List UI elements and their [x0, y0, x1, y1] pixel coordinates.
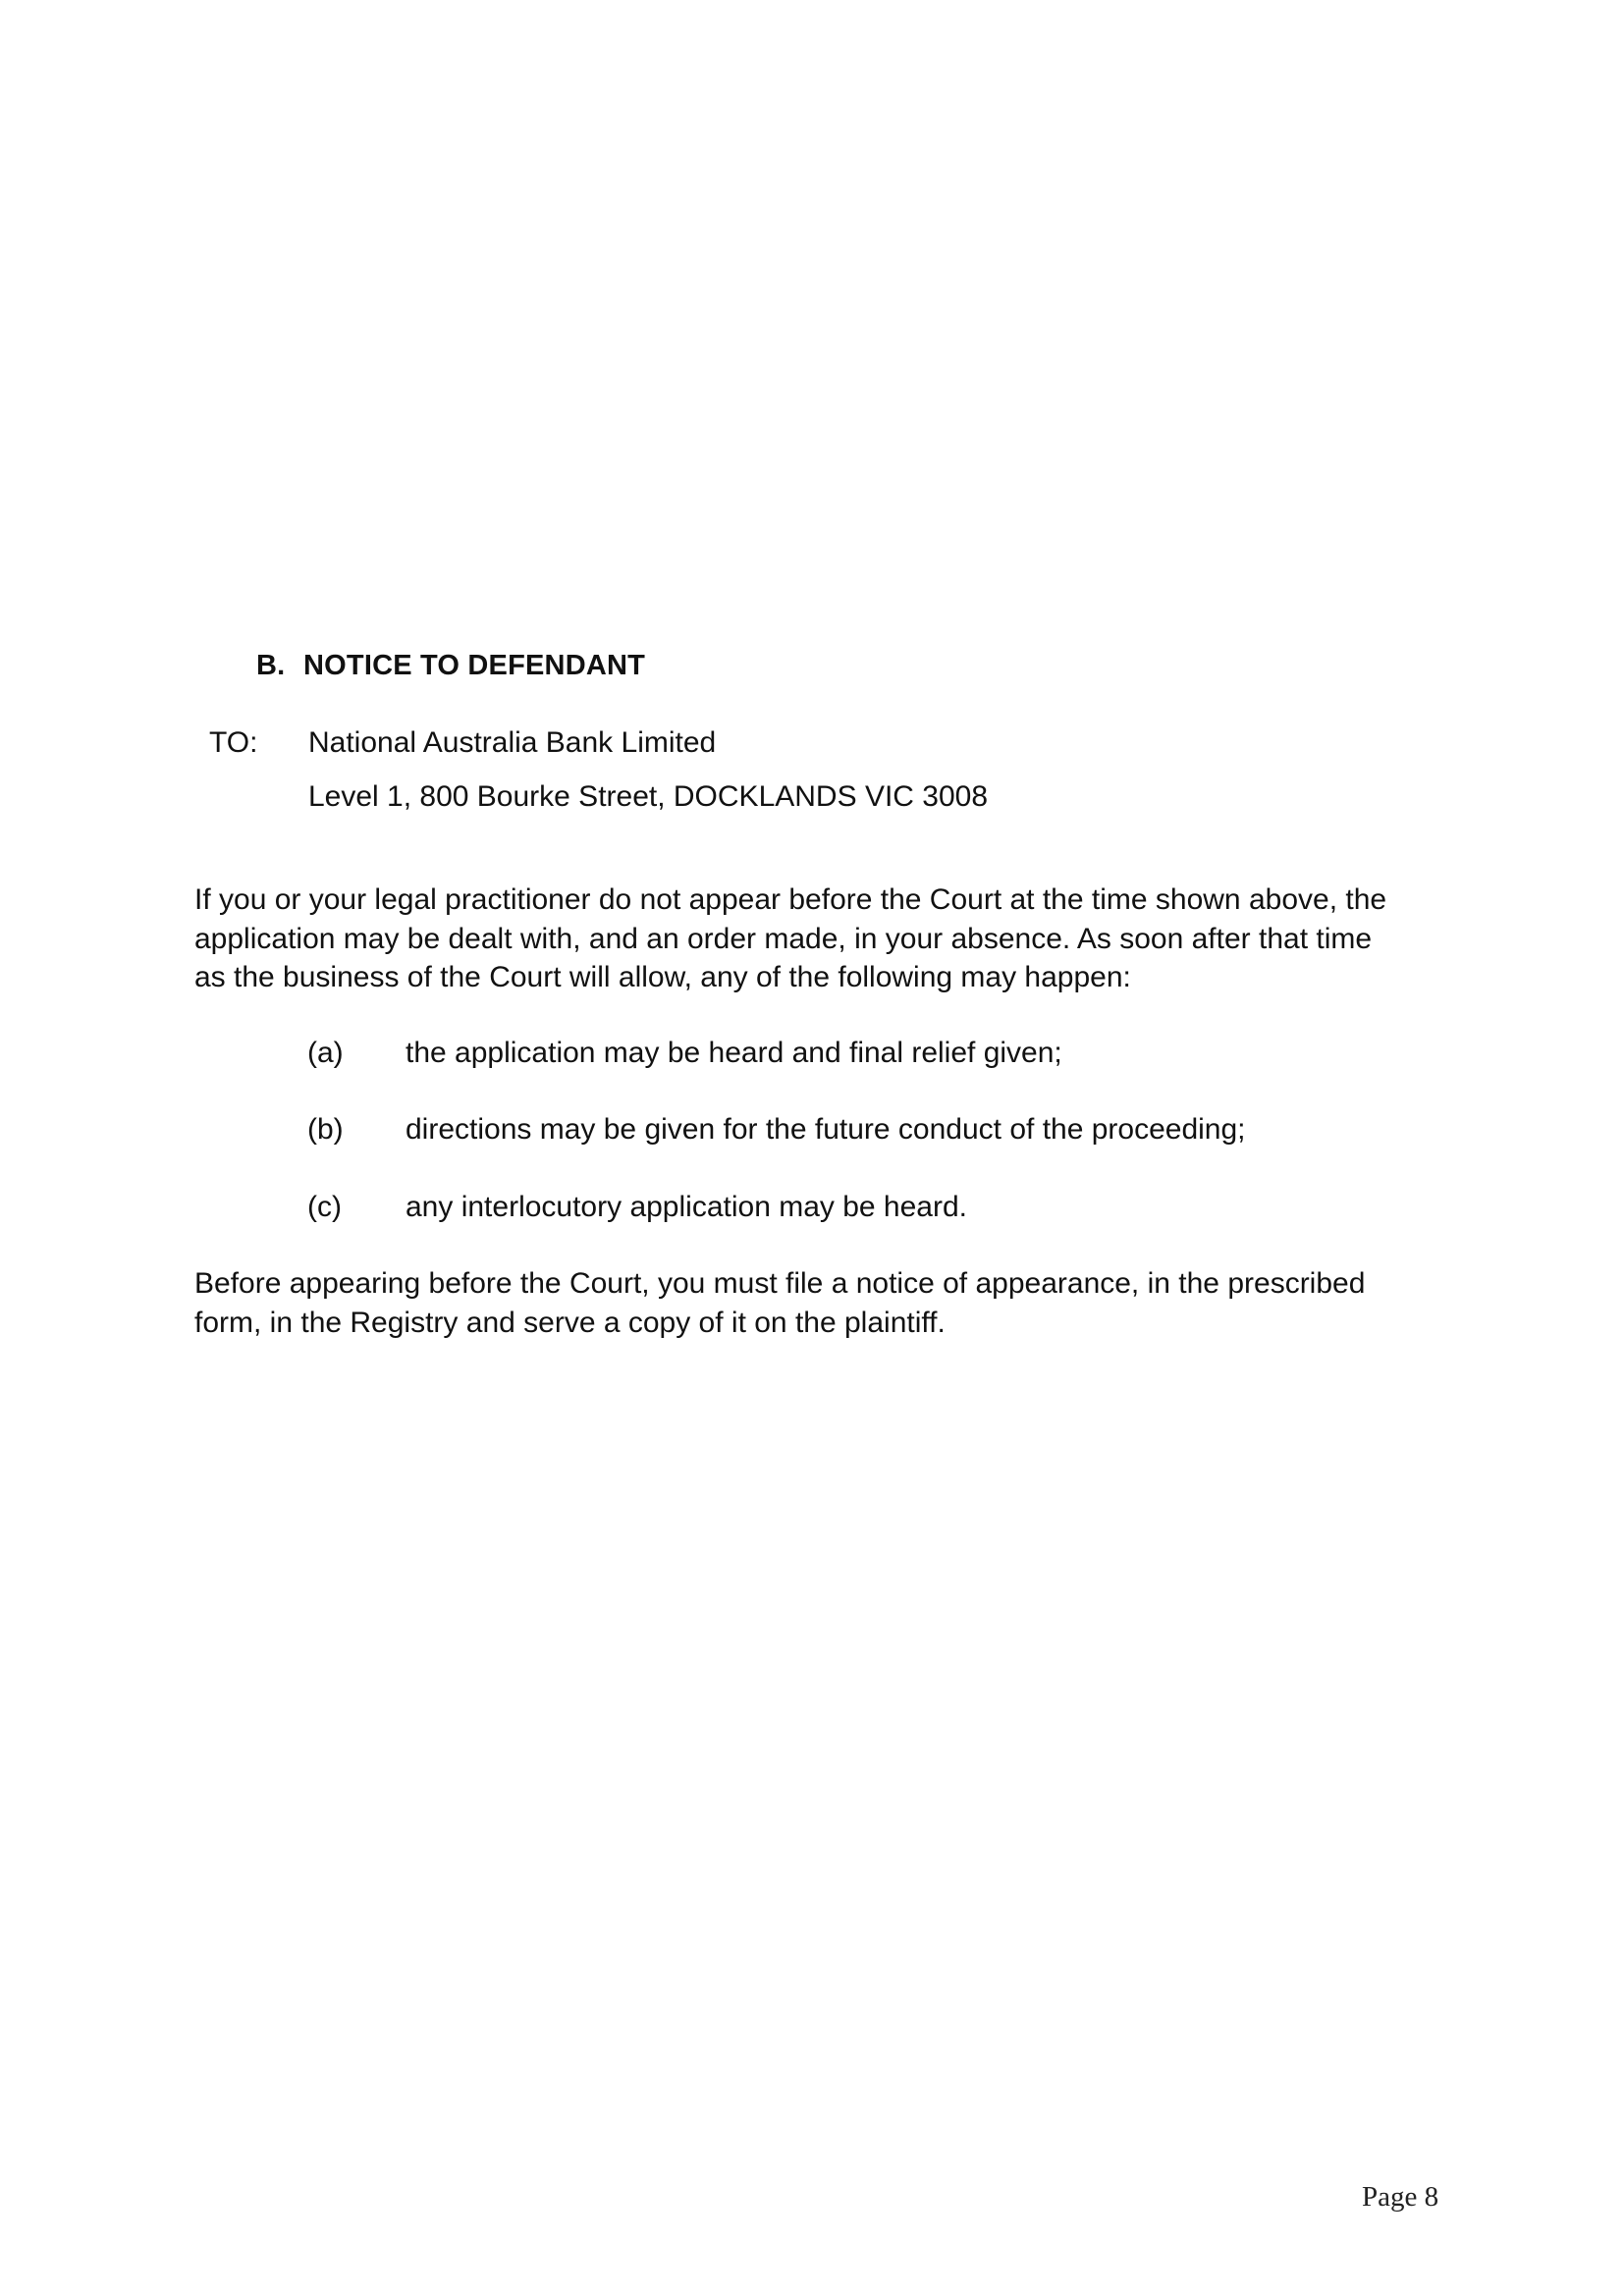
outcome-text-c: any interlocutory application may be heard. — [406, 1191, 967, 1223]
closing-paragraph — [194, 1264, 1461, 1342]
outcome-label-a: (a) — [307, 1037, 344, 1069]
intro-paragraph — [194, 881, 1461, 997]
intro-line: application may be dealt with, and an order made, in your absence. As soon after that time — [194, 922, 1373, 955]
intro-line: If you or your legal practitioner do not appear before the Court at the time shown above, the — [194, 883, 1387, 916]
outcome-label-c: (c) — [307, 1191, 342, 1223]
section-title: NOTICE TO DEFENDANT — [303, 650, 646, 681]
closing-line: form, in the Registry and serve a copy of it on the plaintiff. — [194, 1306, 946, 1339]
outcome-label-b: (b) — [307, 1113, 344, 1146]
addressee-name: National Australia Bank Limited — [308, 726, 717, 759]
addressee-label: TO: — [209, 726, 258, 759]
outcome-text-a: the application may be heard and final relief given; — [406, 1037, 1062, 1069]
intro-line: as the business of the Court will allow, any of the following may happen: — [194, 961, 1131, 993]
outcome-text-b: directions may be given for the future conduct of the proceeding; — [406, 1113, 1246, 1146]
section-heading — [256, 650, 645, 682]
addressee-address: Level 1, 800 Bourke Street, DOCKLANDS VIC 3008 — [308, 780, 989, 813]
closing-line: Before appearing before the Court, you must file a notice of appearance, in the prescribed — [194, 1267, 1366, 1300]
page-number: Page 8 — [1362, 2181, 1439, 2213]
section-letter: B. — [256, 650, 286, 681]
